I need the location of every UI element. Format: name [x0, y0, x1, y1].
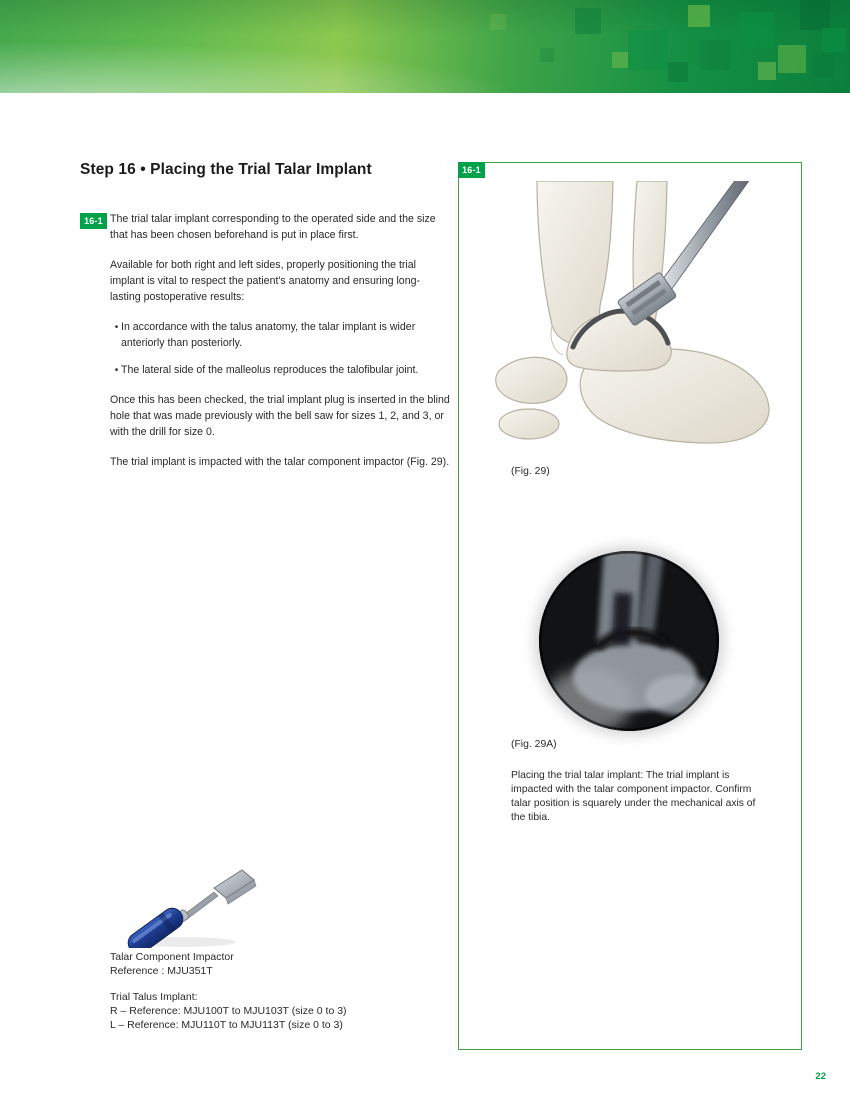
trial-implant-title: Trial Talus Implant:: [110, 991, 198, 1003]
bullet-item-1: • In accordance with the talus anatomy, the talar implant is wider anteriorly than posteriorly.: [121, 320, 450, 351]
figure-caption-29: (Fig. 29): [511, 466, 550, 477]
instrument-reference: Reference : MJU351T: [110, 965, 213, 977]
page-title: Step 16 • Placing the Trial Talar Implant: [80, 161, 372, 178]
xray-illustration: [539, 551, 719, 731]
step-paragraph-1: The trial talar implant corresponding to the operated side and the size that has been chosen beforehand is put in place first.: [110, 213, 436, 241]
step-text-column: [110, 212, 450, 486]
figure-description: Placing the trial talar implant: The trial implant is impacted with the talar component impactor. Confirm talar position is squarely under the mechanical axis of the tibia.: [511, 770, 756, 823]
ankle-illustration: [471, 181, 789, 456]
figure-caption-29a: (Fig. 29A): [511, 739, 557, 750]
step-paragraph-4: The trial implant is impacted with the talar component impactor (Fig. 29).: [110, 456, 450, 469]
figure-tag-badge: 16-1: [458, 162, 485, 178]
spacer: [110, 978, 347, 990]
page-number: 22: [815, 1071, 826, 1082]
step-badge: 16-1: [80, 213, 107, 229]
instrument-name: Talar Component Impactor: [110, 951, 234, 963]
step-paragraph-3: Once this has been checked, the trial implant plug is inserted in the blind hole that was made previously with the bell saw for sizes 1, 2, and 3, or with the drill for size 0.: [110, 394, 450, 438]
header-pattern: [0, 0, 850, 93]
bullet-item-2: • The lateral side of the malleolus reproduces the talofibular joint.: [121, 363, 450, 379]
instrument-info: [110, 950, 347, 1032]
trial-implant-left-ref: L – Reference: MJU110T to MJU113T (size 0 to 3): [110, 1019, 343, 1031]
impactor-illustration: [122, 866, 257, 948]
header-banner: [0, 0, 850, 93]
trial-implant-right-ref: R – Reference: MJU100T to MJU103T (size 0 to 3): [110, 1005, 347, 1017]
figure-panel: [458, 162, 802, 1050]
step-paragraph-2: Available for both right and left sides, properly positioning the trial implant is vital to respect the patient's anatomy and ensuring long-lasting postoperative results:: [110, 259, 421, 303]
xray-photo: [539, 551, 719, 731]
bullet-list: [110, 320, 450, 378]
